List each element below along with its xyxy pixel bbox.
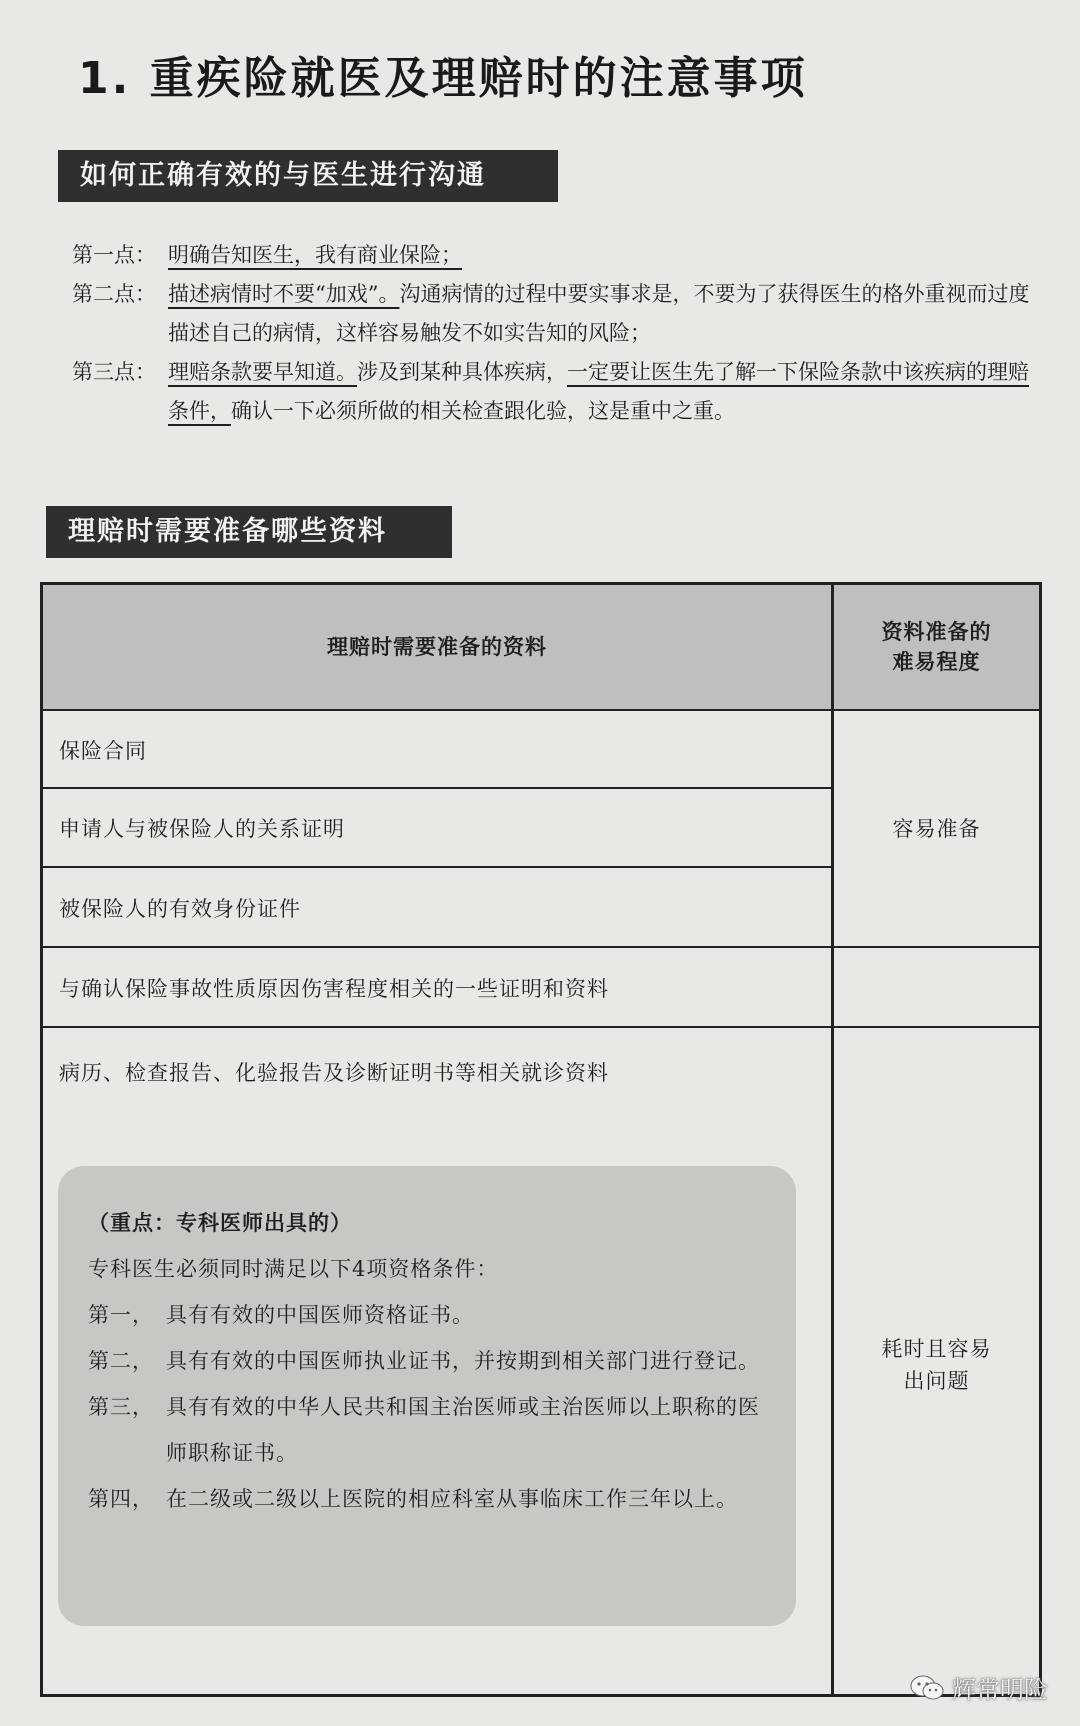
difficulty-hard-line2: 出问题 <box>903 1369 970 1393</box>
row-divider <box>43 709 1039 711</box>
row-divider <box>43 866 831 868</box>
point-item <box>72 236 1032 275</box>
point-detail-text: 涉及到某种具体疾病， <box>357 360 567 384</box>
communication-points <box>72 236 1032 431</box>
difficulty-hard <box>834 1333 1039 1397</box>
column-divider <box>831 585 834 1694</box>
point-label: 第一点： <box>72 243 156 267</box>
section-heading-claim-documents: 理赔时需要准备哪些资料 <box>46 506 452 558</box>
point-key-text: 理赔条款要早知道。 <box>168 360 357 384</box>
note-intro: 专科医生必须同时满足以下4项资格条件： <box>88 1257 499 1281</box>
requirement-text: 具有有效的中华人民共和国主治医师或主治医师以上职称的医师职称证书。 <box>166 1395 760 1465</box>
point-item <box>72 275 1032 353</box>
table-row: 与确认保险事故性质原因伤害程度相关的一些证明和资料 <box>59 977 609 1001</box>
requirement-text: 具有有效的中国医师资格证书。 <box>166 1303 474 1327</box>
difficulty-easy: 容易准备 <box>892 817 981 841</box>
point-key-text-2: 一定要让医生先了解一下保险条款中该疾病的理赔条件， <box>168 360 1029 423</box>
row-divider <box>43 1026 1039 1028</box>
point-label: 第三点： <box>72 360 156 384</box>
table-row: 被保险人的有效身份证件 <box>59 897 301 921</box>
requirement-number: 第三， <box>88 1395 154 1419</box>
column-header-difficulty <box>834 617 1039 677</box>
column-header-documents: 理赔时需要准备的资料 <box>327 634 547 659</box>
column-header-difficulty-line1: 资料准备的 <box>881 619 992 644</box>
table-row: 申请人与被保险人的关系证明 <box>59 817 345 841</box>
row-divider <box>43 946 1039 948</box>
table-row: 病历、检查报告、化验报告及诊断证明书等相关就诊资料 <box>59 1061 609 1085</box>
requirement-number: 第一， <box>88 1303 154 1327</box>
account-watermark <box>910 1670 1048 1705</box>
point-detail-text-2: 确认一下必须所做的相关检查跟化验，这是重中之重。 <box>231 399 735 423</box>
requirement-item <box>88 1292 778 1338</box>
point-label: 第二点： <box>72 282 156 306</box>
requirement-text: 具有有效的中国医师执业证书，并按期到相关部门进行登记。 <box>166 1349 760 1373</box>
point-detail-text: 沟通病情的过程中要实事求是，不要为了获得医生的格外重视而过度描述自己的病情，这样容易触发不如实告知的风险； <box>168 282 1030 345</box>
watermark-text: 辉常明险 <box>952 1676 1048 1704</box>
point-key-text: 明确告知医生，我有商业保险； <box>168 243 462 267</box>
column-header-difficulty-line2: 难易程度 <box>892 649 981 674</box>
point-key-text: 描述病情时不要“加戏”。 <box>168 282 400 306</box>
table-row: 保险合同 <box>59 739 147 763</box>
requirement-number: 第二， <box>88 1349 154 1373</box>
page-title: 1. 重疾险就医及理赔时的注意事项 <box>78 53 808 104</box>
row-divider <box>43 787 831 789</box>
note-title: （重点：专科医师出具的） <box>88 1210 352 1235</box>
point-item <box>72 353 1032 431</box>
specialist-requirements-box <box>58 1166 796 1626</box>
wechat-icon <box>910 1674 944 1702</box>
requirement-item <box>88 1476 778 1522</box>
requirement-text: 在二级或二级以上医院的相应科室从事临床工作三年以上。 <box>166 1487 738 1511</box>
section-heading-communication: 如何正确有效的与医生进行沟通 <box>58 150 558 202</box>
requirement-item <box>88 1384 778 1476</box>
requirement-number: 第四， <box>88 1487 154 1511</box>
requirement-item <box>88 1338 778 1384</box>
difficulty-hard-line1: 耗时且容易 <box>881 1337 992 1361</box>
